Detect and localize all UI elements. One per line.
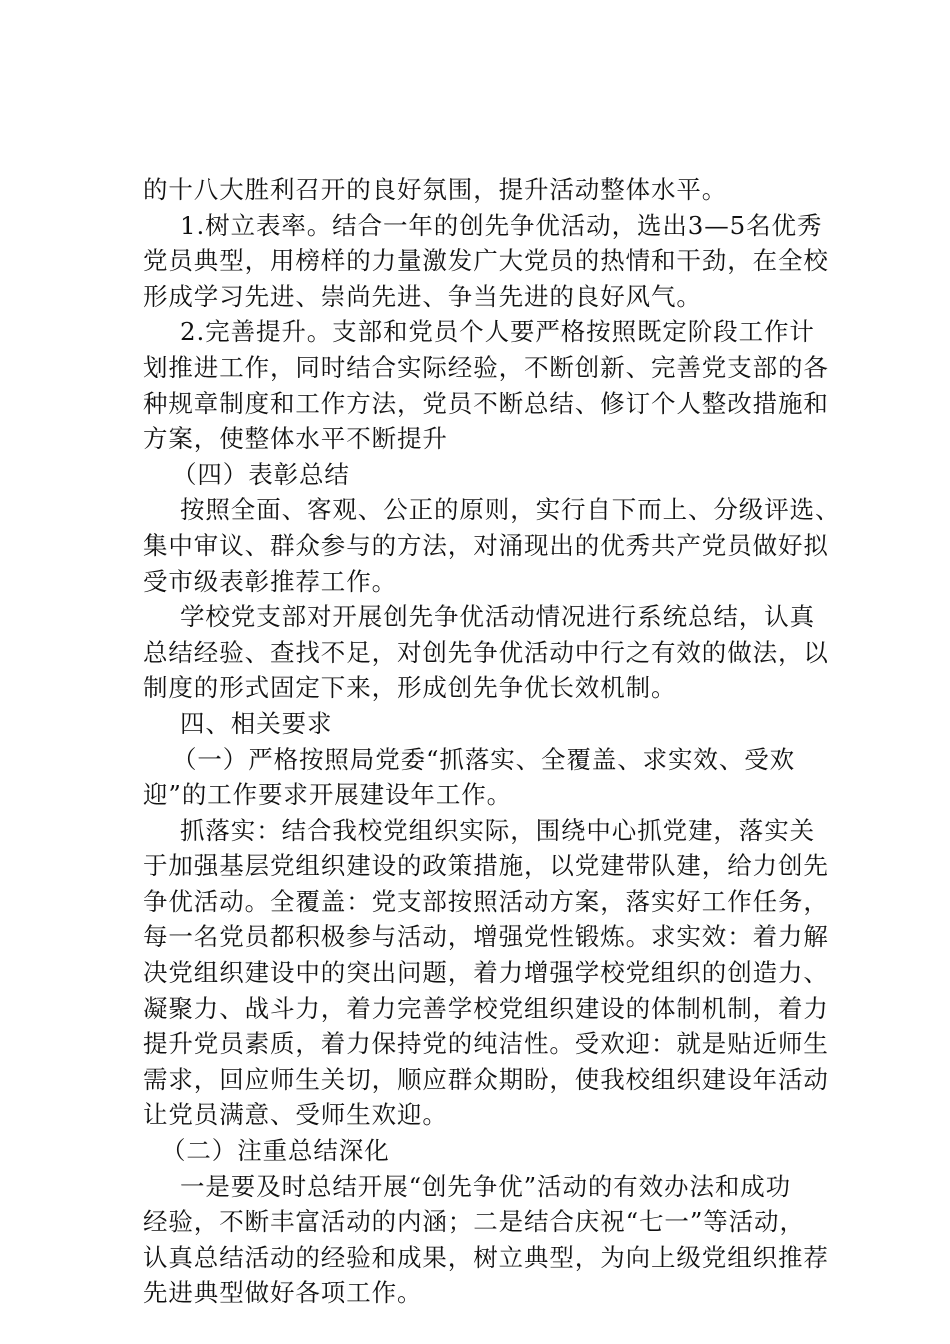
text-line: 迎”的工作要求开展建设年工作。 [143, 780, 513, 810]
text-line: 经验，不断丰富活动的内涵；二是结合庆祝“七一”等活动， [143, 1207, 805, 1237]
text-line: 学校党支部对开展创先争优活动情况进行系统总结，认真 [180, 602, 815, 632]
text-line: 抓落实：结合我校党组织实际，围绕中心抓党建，落实关 [180, 815, 815, 845]
document-body [143, 172, 853, 1311]
text-line: 按照全面、客观、公正的原则，实行自下而上、分级评选、 [180, 495, 841, 525]
text-line: 2.完善提升。支部和党员个人要严格按照既定阶段工作计 [180, 317, 815, 347]
text-line: 制度的形式固定下来，形成创先争优长效机制。 [143, 673, 677, 703]
text-line: 认真总结活动的经验和成果，树立典型，为向上级党组织推荐 [143, 1242, 829, 1272]
text-line: 1.树立表率。结合一年的创先争优活动，选出3—5名优秀 [180, 210, 823, 240]
text-line: 种规章制度和工作方法，党员不断总结、修订个人整改措施和 [143, 388, 829, 418]
section-heading: （一）严格按照局党委“抓落实、全覆盖、求实效、受欢 [172, 744, 796, 774]
text-line: 先进典型做好各项工作。 [143, 1278, 423, 1308]
text-line: 于加强基层党组织建设的政策措施，以党建带队建，给力创先 [143, 851, 829, 881]
text-line: 争优活动。全覆盖：党支部按照活动方案，落实好工作任务， [143, 886, 829, 916]
text-line: 让党员满意、受师生欢迎。 [143, 1100, 448, 1130]
text-line: 决党组织建设中的突出问题，着力增强学校党组织的创造力、 [143, 958, 829, 988]
text-line: 受市级表彰推荐工作。 [143, 566, 397, 596]
text-line: 划推进工作，同时结合实际经验，不断创新、完善党支部的各 [143, 352, 829, 382]
text-line: 一是要及时总结开展“创先争优”活动的有效办法和成功 [180, 1171, 792, 1201]
section-heading: （四）表彰总结 [172, 459, 350, 489]
section-heading: 四、相关要求 [180, 708, 333, 738]
text-line: 总结经验、查找不足，对创先争优活动中行之有效的做法，以 [143, 637, 829, 667]
text-line: 每一名党员都积极参与活动，增强党性锻炼。求实效：着力解 [143, 922, 829, 952]
text-line: 方案，使整体水平不断提升 [143, 424, 448, 454]
section-heading: （二）注重总结深化 [161, 1136, 390, 1166]
text-line: 党员典型，用榜样的力量激发广大党员的热情和干劲，在全校 [143, 246, 829, 276]
text-line: 凝聚力、战斗力，着力完善学校党组织建设的体制机制，着力 [143, 993, 829, 1023]
text-line: 形成学习先进、崇尚先进、争当先进的良好风气。 [143, 281, 702, 311]
text-line: 集中审议、群众参与的方法，对涌现出的优秀共产党员做好拟 [143, 530, 829, 560]
text-line: 需求，回应师生关切，顺应群众期盼，使我校组织建设年活动 [143, 1064, 829, 1094]
text-line: 的十八大胜利召开的良好氛围，提升活动整体水平。 [143, 175, 728, 204]
text-line: 提升党员素质，着力保持党的纯洁性。受欢迎：就是贴近师生 [143, 1029, 829, 1059]
